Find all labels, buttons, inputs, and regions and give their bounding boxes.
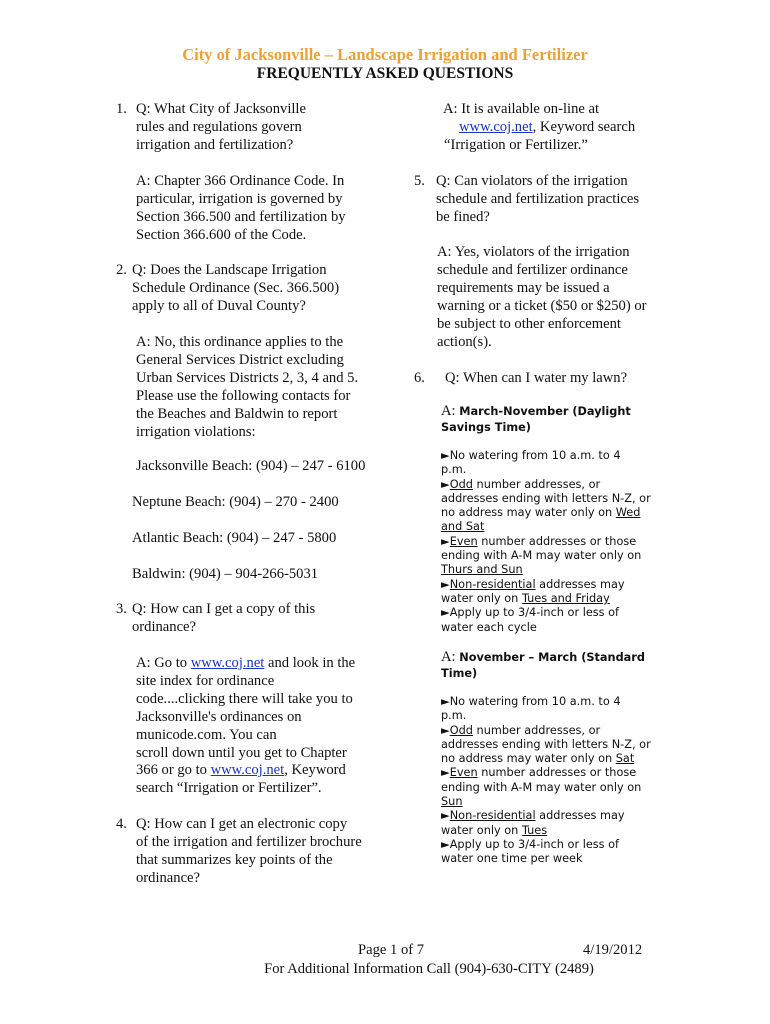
q5-number: 5. (414, 173, 425, 189)
rule-emph: Non-residential (449, 577, 536, 591)
dst-heading: Savings Time) (441, 420, 531, 434)
dst-rule-odd (441, 478, 721, 535)
q5-answer-line: action(s). (437, 333, 492, 350)
dst-heading (441, 404, 721, 420)
arrow-icon: ► (441, 534, 450, 548)
std-schedule (441, 650, 721, 867)
rule-emph: Even (449, 534, 478, 548)
q2-question-line: Q: Does the Landscape Irrigation (132, 262, 327, 278)
q4-question-line: that summarizes key points of the (136, 851, 333, 868)
std-rule-amount (441, 838, 721, 867)
rule-emph: Sat (615, 752, 635, 766)
std-answer-prefix: A: (441, 649, 460, 665)
q1-question-line: irrigation and fertilization? (136, 136, 294, 153)
arrow-icon: ► (441, 766, 450, 780)
rule-line: addresses ending with letters N-Z, or (441, 737, 651, 751)
rule-text: number addresses or those (477, 534, 637, 548)
arrow-icon: ► (441, 723, 450, 737)
std-rule-even (441, 766, 721, 809)
rule-text: addresses may (535, 809, 625, 823)
q3-question (132, 601, 402, 637)
rule-line (441, 506, 721, 520)
q2-answer-line: Please use the following contacts for (136, 387, 351, 404)
rule-text: no address may water only on (441, 752, 616, 766)
rule-line: p.m. (441, 709, 467, 723)
q2-answer (136, 334, 406, 441)
dst-rule-nonresidential (441, 578, 721, 607)
dst-rule-no-midday (441, 449, 721, 478)
q5-question-line: be fined? (436, 208, 490, 225)
q3-answer-line: code....clicking there will take you to (136, 690, 353, 707)
document-subtitle: FREQUENTLY ASKED QUESTIONS (256, 65, 514, 82)
q3-answer-line: site index for ordinance (136, 672, 275, 689)
q4-answer-line: “Irrigation or Fertilizer.” (444, 136, 588, 153)
rule-emph: Tues and Friday (521, 591, 610, 605)
q3-answer-text: A: Go to (136, 655, 191, 671)
q2-answer-line: General Services District excluding (136, 351, 344, 368)
dst-answer-prefix: A: (441, 403, 460, 419)
q3-question-line: ordinance? (132, 618, 197, 635)
std-rule-odd (441, 724, 721, 767)
rule-line (441, 535, 721, 549)
rule-emph: Odd (449, 723, 473, 737)
rule-line: water each cycle (441, 620, 537, 634)
arrow-icon: ► (441, 477, 450, 491)
rule-text: water only on (441, 823, 522, 837)
q1-number: 1. (116, 101, 127, 117)
rule-line (441, 809, 721, 823)
document-title: City of Jacksonville – Landscape Irrigation and Fertilizer (182, 45, 588, 64)
q1-answer-line: particular, irrigation is governed by (136, 190, 343, 207)
document-date: 4/19/2012 (583, 942, 643, 958)
rule-text: addresses may (535, 577, 625, 591)
q1-answer (136, 173, 406, 245)
q5-answer (437, 244, 717, 351)
rule-text: number addresses, or (472, 477, 601, 491)
rule-emph: Tues (521, 823, 548, 837)
coj-link[interactable]: www.coj.net (210, 762, 285, 779)
q4-answer-line: A: It is available on-line at (443, 101, 600, 117)
q6-number: 6. (414, 370, 425, 386)
q3-answer-line: scroll down until you get to Chapter (136, 744, 347, 761)
rule-text: number addresses, or (472, 723, 601, 737)
q2-number: 2. (116, 262, 127, 278)
q3-answer-line (136, 762, 406, 780)
rule-line (441, 578, 721, 592)
q5-question-line: schedule and fertilization practices (436, 190, 640, 207)
q4-question-line: ordinance? (136, 869, 201, 886)
q1-question-line: rules and regulations govern (136, 118, 302, 135)
q2-question (132, 262, 402, 316)
q3-answer (136, 655, 406, 798)
rule-line (441, 724, 721, 738)
q5-question (436, 173, 706, 227)
q3-answer-text: 366 or go to (136, 762, 211, 779)
q5-answer-line: warning or a ticket ($50 or $250) or (437, 297, 647, 314)
q1-answer-line: Section 366.600 of the Code. (136, 226, 307, 243)
rule-line (441, 563, 721, 577)
q3-answer-line (136, 655, 406, 673)
q1-answer-line: A: Chapter 366 Ordinance Code. In (136, 173, 345, 189)
q1-answer-line: Section 366.500 and fertilization by (136, 208, 346, 225)
q5-answer-line: schedule and fertilizer ordinance (437, 261, 628, 278)
rule-line (441, 766, 721, 780)
rule-line: ►Apply up to 3/4-inch or less of (441, 837, 620, 851)
q5-answer-line: A: Yes, violators of the irrigation (437, 244, 630, 260)
arrow-icon: ► (441, 577, 450, 591)
rule-text: water only on (441, 591, 522, 605)
rule-line: ending with A-M may water only on (441, 549, 642, 563)
contact-jacksonville-beach: Jacksonville Beach: (904) – 247 - 6100 (136, 458, 366, 474)
rule-line: ►No watering from 10 a.m. to 4 (441, 695, 621, 708)
q3-question-line: Q: How can I get a copy of this (132, 601, 316, 617)
arrow-icon: ► (441, 809, 450, 823)
rule-line: ending with A-M may water only on (441, 780, 642, 794)
rule-emph: Non-residential (449, 809, 536, 823)
q1-question (136, 101, 396, 155)
q1-question-line: Q: What City of Jacksonville (136, 101, 306, 117)
dst-schedule (441, 404, 721, 635)
q4-question (136, 816, 406, 888)
rule-emph: Even (449, 766, 478, 780)
page-number: Page 1 of 7 (358, 942, 425, 958)
q3-answer-line: Jacksonville's ordinances on (136, 708, 302, 725)
q2-answer-line: the Beaches and Baldwin to report (136, 405, 338, 422)
q4-answer (440, 101, 700, 155)
q5-answer-line: be subject to other enforcement (437, 315, 621, 332)
q2-answer-line: Urban Services Districts 2, 3, 4 and 5. (136, 369, 359, 386)
rule-line: p.m. (441, 463, 467, 477)
coj-link[interactable]: www.coj.net (459, 118, 533, 135)
std-heading: Time) (441, 666, 478, 680)
rule-line: addresses ending with letters N-Z, or (441, 491, 651, 505)
rule-line (441, 752, 721, 766)
q3-answer-line: search “Irrigation or Fertilizer”. (136, 780, 322, 797)
dst-rule-even (441, 535, 721, 578)
q2-answer-line: A: No, this ordinance applies to the (136, 334, 344, 350)
q4-answer-text: , Keyword search (532, 118, 636, 135)
rule-line (441, 824, 721, 838)
contact-neptune-beach: Neptune Beach: (904) – 270 - 2400 (132, 494, 339, 510)
q3-answer-text: and look in the (264, 655, 356, 671)
q4-number: 4. (116, 816, 127, 832)
contact-atlantic-beach: Atlantic Beach: (904) – 247 - 5800 (132, 530, 337, 546)
rule-line: water one time per week (441, 852, 583, 866)
footer-contact: For Additional Information Call (904)-630-CITY (2489) (264, 961, 594, 977)
rule-emph: Sun (441, 795, 463, 809)
std-rule-nonresidential (441, 809, 721, 838)
std-rule-no-midday (441, 695, 721, 724)
q5-answer-line: requirements may be issued a (437, 279, 610, 296)
q2-question-line: apply to all of Duval County? (132, 297, 306, 314)
q4-question-line: Q: How can I get an electronic copy (136, 816, 348, 832)
rule-line (441, 478, 721, 492)
q3-answer-text: , Keyword (284, 762, 346, 779)
q3-answer-line: municode.com. You can (136, 726, 277, 743)
dst-rule-amount (441, 606, 721, 635)
q2-question-line: Schedule Ordinance (Sec. 366.500) (132, 279, 340, 296)
coj-link[interactable]: www.coj.net (190, 655, 265, 671)
rule-emph: Odd (449, 477, 473, 491)
q5-question-line: Q: Can violators of the irrigation (436, 173, 628, 189)
rule-line (441, 592, 721, 606)
rule-text: number addresses or those (477, 766, 637, 780)
q4-answer-line (440, 119, 700, 137)
q2-answer-line: irrigation violations: (136, 423, 256, 440)
std-heading-text: November – March (Standard (459, 651, 645, 664)
q3-number: 3. (116, 601, 127, 617)
rule-emph: and Sat (441, 520, 485, 534)
rule-text: no address may water only on (441, 506, 616, 520)
dst-heading-text: March-November (Daylight (459, 405, 631, 418)
contact-baldwin: Baldwin: (904) – 904-266-5031 (132, 566, 319, 582)
q6-question: Q: When can I water my lawn? (445, 370, 628, 386)
rule-line (441, 795, 721, 809)
std-heading (441, 650, 721, 666)
rule-emph: Wed (615, 506, 641, 520)
rule-line: ►Apply up to 3/4-inch or less of (441, 606, 620, 620)
rule-line (441, 520, 721, 534)
q4-question-line: of the irrigation and fertilizer brochure (136, 833, 362, 850)
rule-emph: Thurs and Sun (441, 563, 523, 577)
rule-line: ►No watering from 10 a.m. to 4 (441, 449, 621, 462)
